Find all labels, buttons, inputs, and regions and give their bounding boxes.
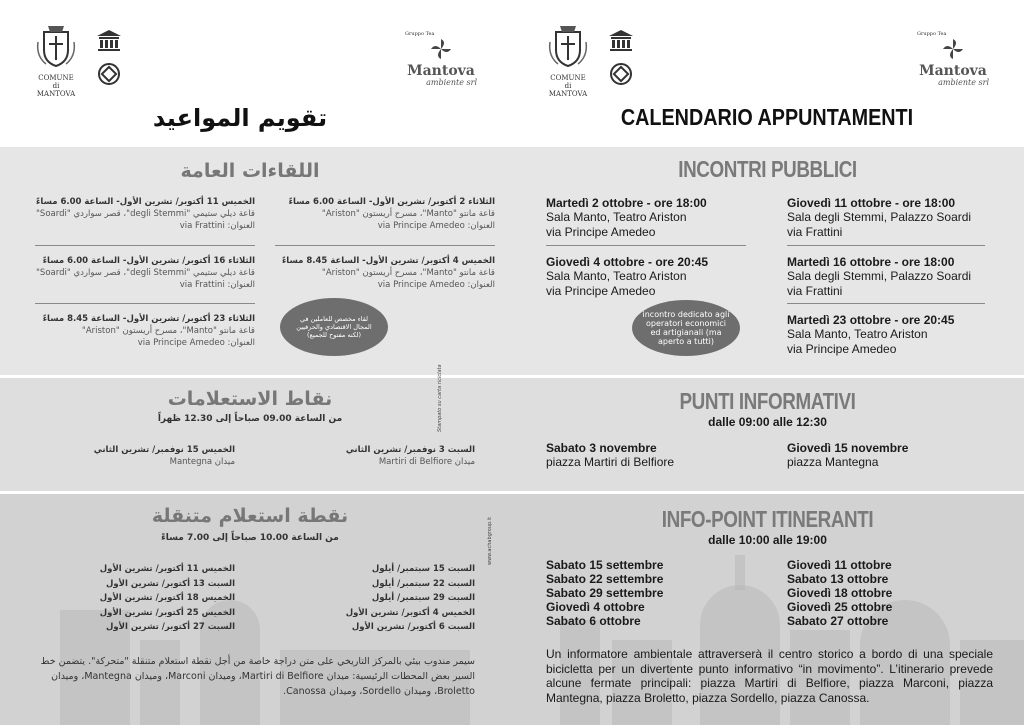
comune-crest-right — [546, 22, 590, 98]
mobile-info-description: Un informatore ambientale attraverserà il centro storico a bordo di una speciale bicicletta per un divertente punto informativo “in movimento”. L’itinerario prevede alcune fermate principali: piazza Martiri di Belfiore, piazza Marconi, piazza Mantegna, piazza Broletto, piazza Sordello, piazza Canossa. — [546, 647, 993, 705]
arabic-meeting-place: قاعة ديلي ستيمي "degli Stemmi"، قصر سواردي "Soardi" — [36, 268, 255, 278]
heritage-icon — [609, 62, 633, 90]
unesco-icon — [607, 28, 635, 56]
arabic-mobile-dates-right — [330, 562, 475, 635]
meeting-place: Sala degli Stemmi, Palazzo Soardi — [787, 269, 972, 283]
arabic-info-point-place: ميدان Mantegna — [169, 457, 235, 467]
pinwheel-icon — [429, 38, 453, 60]
pinwheel-icon — [941, 38, 965, 60]
arabic-public-meetings-heading: اللقاءات العامة — [180, 160, 320, 182]
comune-label: COMUNE di MANTOVA — [36, 74, 76, 98]
arabic-meeting-address: العنوان: via Principe Amedeo — [377, 221, 495, 231]
brand-group-label: Gruppo Tea — [917, 31, 947, 37]
arabic-mobile-date: السبت 27 أكتوبر/ تشرين الأول — [105, 622, 235, 632]
info-point-date: Sabato 3 novembre — [546, 441, 657, 455]
meeting-date: Martedì 2 ottobre - ore 18:00 — [546, 196, 707, 210]
arabic-meeting-date: الخميس 11 أكتوبر/ تشرين الأول- الساعة 6.00 مساءً — [36, 197, 255, 207]
meeting-4 — [787, 255, 997, 299]
meeting-place: Sala degli Stemmi, Palazzo Soardi — [787, 210, 972, 224]
arabic-mobile-date: السبت 29 سبتمبر/ أيلول — [371, 593, 475, 603]
meeting-address: via Principe Amedeo — [787, 342, 897, 356]
arabic-meeting-address: العنوان: via Principe Amedeo — [137, 338, 255, 348]
mobile-date: Sabato 15 settembre — [546, 558, 664, 572]
arabic-meeting-address: العنوان: via Frattini — [179, 280, 255, 290]
public-meetings-heading: INCONTRI PUBBLICI — [678, 156, 857, 182]
arabic-mobile-date: الخميس 18 أكتوبر/ تشرين الأول — [99, 593, 235, 603]
mobile-info-hours: dalle 10:00 alle 19:00 — [708, 533, 827, 547]
mobile-date: Giovedì 18 ottobre — [787, 586, 893, 600]
mobile-date: Sabato 13 ottobre — [787, 572, 889, 586]
page-title: CALENDARIO APPUNTAMENTI — [620, 104, 914, 130]
mobile-date: Sabato 27 ottobre — [787, 614, 889, 628]
info-point-1 — [546, 441, 766, 470]
arabic-meeting-5 — [30, 313, 255, 349]
brand-sub: ambiente srl — [938, 78, 989, 87]
arabic-info-points-heading: نقاط الاستعلامات — [167, 388, 333, 410]
arabic-mobile-date: السبت 13 أكتوبر/ تشرين الأول — [105, 578, 235, 589]
mobile-date: Sabato 29 settembre — [546, 586, 664, 600]
mobile-dates-col2 — [787, 558, 987, 628]
mobile-date: Giovedì 25 ottobre — [787, 600, 893, 614]
brand-name: Mantova — [407, 63, 475, 79]
divider — [546, 245, 746, 246]
divider — [35, 303, 255, 304]
arabic-meeting-place: قاعة مانتو "Manto"، مسرح أريستون "Ariston" — [81, 326, 255, 336]
website-note: www.achabgroup.it — [487, 516, 493, 565]
info-points-hours: dalle 09:00 alle 12:30 — [708, 415, 827, 429]
arabic-meeting-date: الثلاثاء 23 أكتوبر/ تشرين الأول- الساعة 8.45 مساءً — [42, 314, 255, 324]
arabic-mobile-heading: نقطة استعلام متنقلة — [151, 505, 349, 527]
arabic-info-point-2 — [60, 444, 235, 468]
arabic-meeting-place: قاعة ديلي ستيمي "degli Stemmi"، قصر سواردي "Soardi" — [36, 209, 255, 219]
info-points-heading: PUNTI INFORMATIVI — [679, 388, 856, 414]
divider — [787, 303, 985, 304]
arabic-meeting-4 — [30, 255, 255, 291]
heritage-icon — [97, 62, 121, 90]
brand-sub: ambiente srl — [426, 78, 477, 87]
arabic-mobile-date: الخميس 4 أكتوبر/ تشرين الأول — [345, 607, 475, 618]
arabic-mobile-dates-left — [90, 562, 235, 635]
mobile-date: Sabato 6 ottobre — [546, 614, 641, 628]
meeting-date: Martedì 16 ottobre - ore 18:00 — [787, 255, 955, 269]
brand-group-label: Gruppo Tea — [405, 31, 435, 37]
meeting-place: Sala Manto, Teatro Ariston — [787, 327, 928, 341]
arabic-mobile-hours: من الساعة 10.00 صباحاً إلى 7.00 مساءً — [161, 533, 339, 543]
arabic-meeting-address: العنوان: via Principe Amedeo — [377, 280, 495, 290]
meeting-place: Sala Manto, Teatro Ariston — [546, 269, 687, 283]
divider — [787, 245, 985, 246]
meeting-address: via Principe Amedeo — [546, 225, 656, 239]
mobile-date: Giovedì 11 ottobre — [787, 558, 892, 572]
mobile-date: Giovedì 4 ottobre — [546, 600, 645, 614]
arabic-info-points-hours: من الساعة 09.00 صباحاً إلى 12.30 ظهراً — [157, 414, 343, 424]
arabic-info-point-date: الخميس 15 نوفمبر/ تشرين الثاني — [93, 445, 235, 455]
meeting-place: Sala Manto, Teatro Ariston — [546, 210, 687, 224]
info-point-place: piazza Mantegna — [787, 455, 879, 469]
arabic-info-point-1 — [300, 444, 475, 468]
arabic-meeting-2 — [30, 196, 255, 232]
arabic-mobile-date: السبت 15 سبتمبر/ أيلول — [371, 564, 475, 574]
mobile-date: Sabato 22 settembre — [546, 572, 664, 586]
meeting-5 — [787, 313, 997, 357]
arabic-meeting-place: قاعة مانتو "Manto"، مسرح أريستون "Ariston" — [321, 209, 495, 219]
meeting-address: via Frattini — [787, 225, 843, 239]
arabic-meeting-date: الخميس 4 أكتوبر/ تشرين الأول- الساعة 8.45 مساءً — [281, 256, 495, 266]
arabic-meeting-date: الثلاثاء 16 أكتوبر/ تشرين الأول- الساعة 6.00 مساءً — [42, 256, 255, 266]
mobile-dates-col1 — [546, 558, 746, 628]
crest-icon — [546, 22, 590, 70]
arabic-meeting-address: العنوان: via Frattini — [179, 221, 255, 231]
brand-name: Mantova — [919, 63, 987, 79]
arabic-mobile-description: سيمر مندوب بيئي بالمركز التاريخي على متن دراجة خاصة من أجل نقطة استعلام متنقلة "متحركة". يتضمن خط السير بعض المحطات الرئيسية: ميدان Martiri di Belfiore، وميدان Marconi، وميدان Mantegna، وميدان Broletto، وميدان Sordello، وميدان Canossa. — [40, 656, 475, 697]
recycled-paper-note: Stampato su carta riciclata — [437, 364, 443, 432]
meeting-address: via Frattini — [787, 284, 843, 298]
meeting-date: Martedì 23 ottobre - ore 20:45 — [787, 313, 955, 327]
arabic-mobile-date: السبت 6 أكتوبر/ تشرين الأول — [351, 622, 475, 632]
meeting-2 — [546, 255, 746, 299]
arabic-dedicated-meeting-badge: لقاء مخصص للعاملين في المجال الاقتصادي والحرفيين (لكنه مفتوح للجميع) — [280, 298, 388, 356]
arabic-info-point-place: ميدان Martiri di Belfiore — [378, 457, 475, 467]
info-point-date: Giovedì 15 novembre — [787, 441, 909, 455]
info-point-place: piazza Martiri di Belfiore — [546, 455, 675, 469]
meeting-1 — [546, 196, 746, 240]
arabic-page-title: تقويم المواعيد — [152, 104, 328, 132]
crest-icon — [34, 22, 78, 70]
comune-crest-left — [34, 22, 78, 98]
arabic-mobile-date: السبت 22 سبتمبر/ أيلول — [371, 578, 475, 589]
meeting-3 — [787, 196, 997, 240]
mantova-ambiente-logo-right — [917, 30, 989, 87]
meeting-address: via Principe Amedeo — [546, 284, 656, 298]
arabic-meeting-place: قاعة مانتو "Manto"، مسرح أريستون "Ariston" — [321, 268, 495, 278]
arabic-meeting-1 — [270, 196, 495, 232]
mobile-info-heading: INFO-POINT ITINERANTI — [661, 506, 874, 532]
meeting-date: Giovedì 11 ottobre - ore 18:00 — [787, 196, 956, 210]
arabic-mobile-date: الخميس 25 أكتوبر/ تشرين الأول — [99, 607, 235, 618]
dedicated-meeting-badge: incontro dedicato agli operatori economici ed artigianali (ma aperto a tutti) — [632, 300, 740, 356]
meeting-date: Giovedì 4 ottobre - ore 20:45 — [546, 255, 709, 269]
unesco-icon — [95, 28, 123, 56]
mantova-ambiente-logo-left — [405, 30, 477, 87]
arabic-info-point-date: السبت 3 نوفمبر/ تشرين الثاني — [345, 445, 475, 455]
arabic-meeting-date: الثلاثاء 2 أكتوبر/ تشرين الأول- الساعة 6.00 مساءً — [288, 197, 495, 207]
comune-label: COMUNE di MANTOVA — [548, 74, 588, 98]
arabic-meeting-3 — [270, 255, 495, 291]
arabic-mobile-date: الخميس 11 أكتوبر/ تشرين الأول — [99, 564, 235, 574]
divider — [275, 245, 495, 246]
divider — [35, 245, 255, 246]
info-point-2 — [787, 441, 997, 470]
